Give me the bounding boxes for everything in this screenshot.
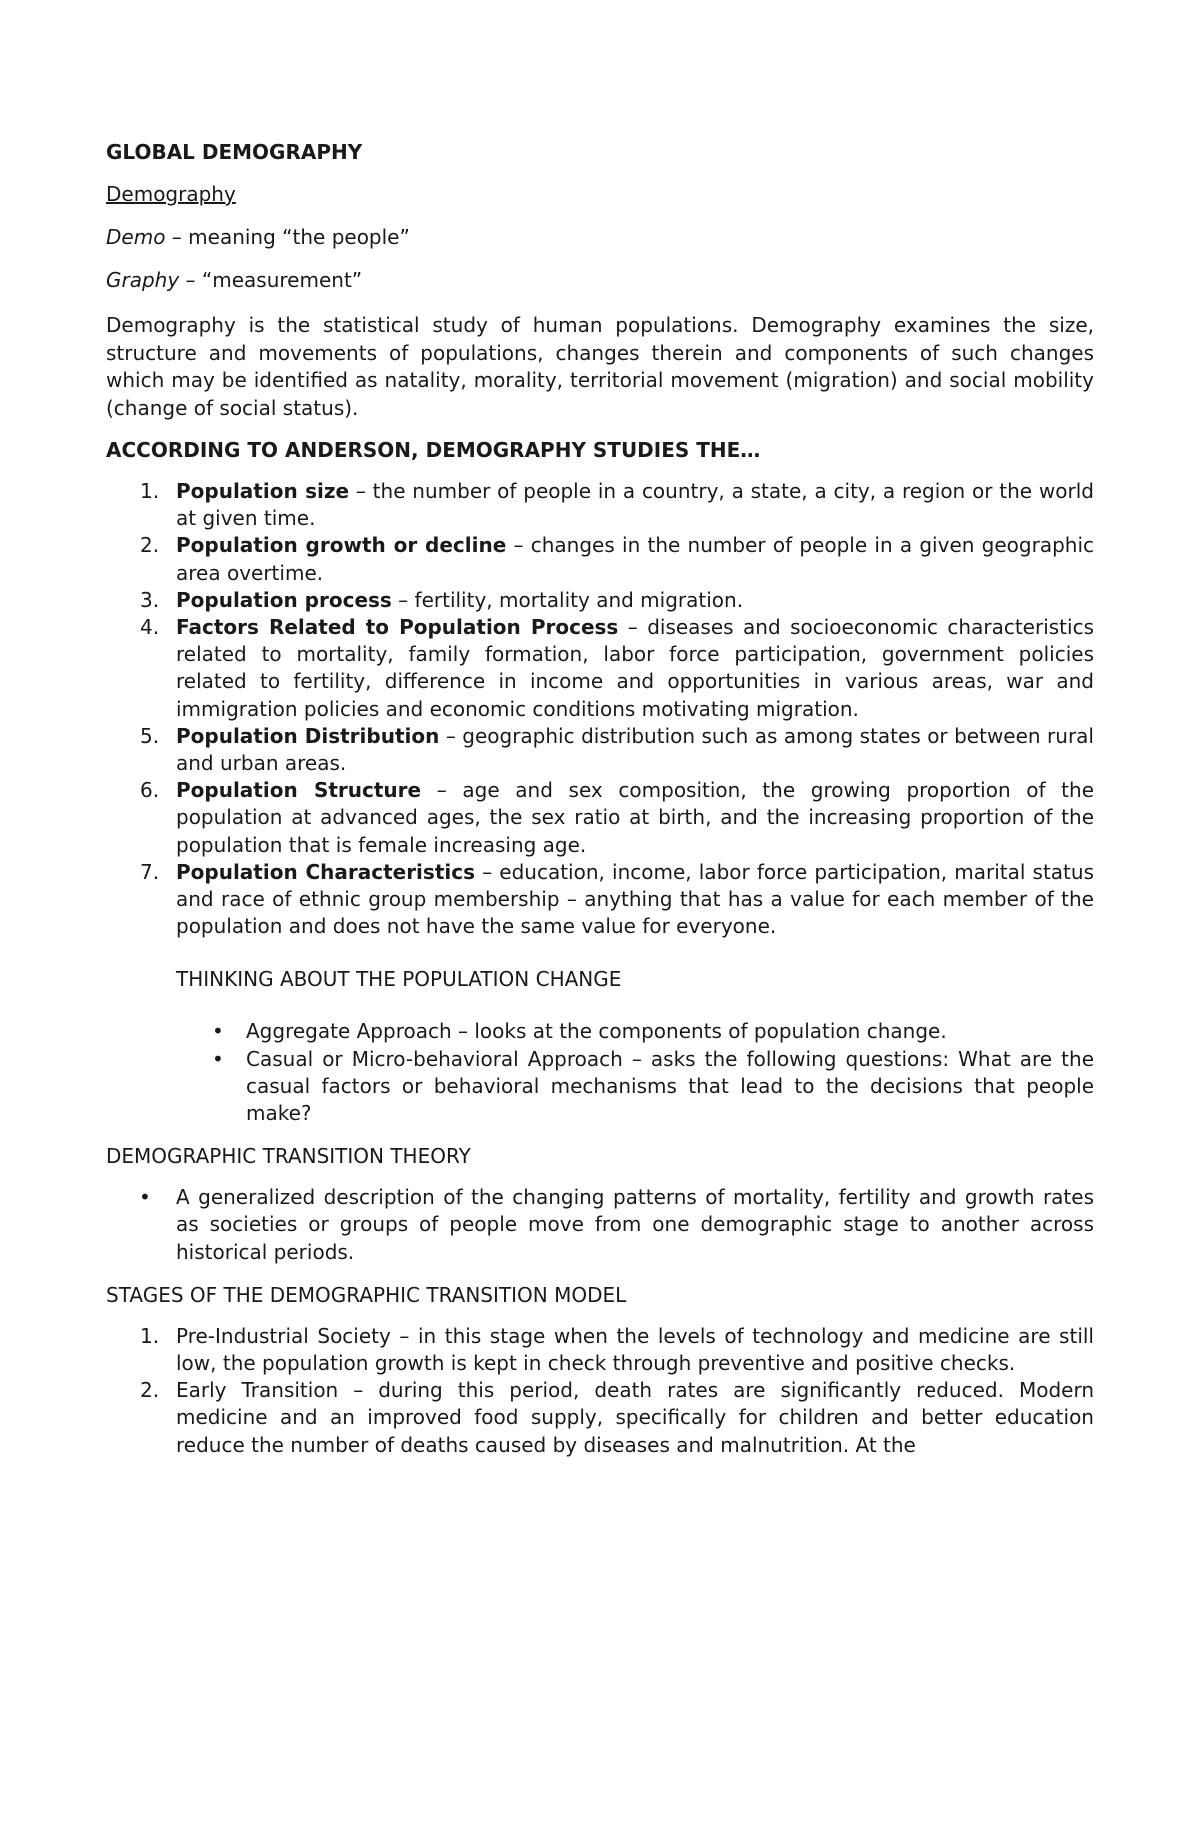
list-item (106, 1323, 1094, 1377)
list-item (106, 1184, 1094, 1266)
list-item (106, 1046, 1094, 1128)
document-subtitle: Demography (106, 182, 236, 206)
list-item (106, 614, 1094, 723)
list-number: 2. (140, 533, 160, 558)
definition-graphy-text: – “measurement” (179, 268, 363, 292)
list-item (106, 478, 1094, 532)
document-title: GLOBAL DEMOGRAPHY (106, 140, 363, 164)
dtt-heading: DEMOGRAPHIC TRANSITION THEORY (106, 1144, 471, 1169)
list-item (106, 532, 1094, 586)
list-number: 3. (140, 587, 160, 612)
list-item (106, 723, 1094, 777)
definition-graphy-term: Graphy (106, 268, 180, 292)
list-item (106, 859, 1094, 941)
list-text: – the number of people in a country, a state, a city, a region or the world at given time. (176, 479, 1094, 531)
bullet-icon: • (139, 1185, 151, 1210)
anderson-heading: ACCORDING TO ANDERSON, DEMOGRAPHY STUDIES THE… (106, 438, 761, 462)
stages-heading: STAGES OF THE DEMOGRAPHIC TRANSITION MODEL (106, 1282, 627, 1307)
list-text: Aggregate Approach – looks at the components of population change. (246, 1019, 947, 1044)
definition-demo (106, 226, 1094, 249)
dtt-list (106, 1184, 1094, 1266)
anderson-list (106, 478, 1094, 940)
list-text: A generalized description of the changing patterns of mortality, fertility and growth rates as societies or groups of people move from one demographic stage to another across historical periods. (176, 1185, 1094, 1264)
bullet-icon: • (212, 1019, 224, 1044)
intro-paragraph: Demography is the statistical study of human populations. Demography examines the size, structure and movements of populations, changes therein and components of such changes which may be identified as natality, morality, territorial movement (migration) and social mobility (change of social status). (106, 313, 1094, 420)
thinking-heading: THINKING ABOUT THE POPULATION CHANGE (176, 967, 622, 992)
list-text: – education, income, labor force participation, marital status and race of ethnic group membership – anything that has a value for each member of the population and does not have the same value for everyone. (176, 859, 1094, 939)
list-term: Population Structure (176, 778, 422, 803)
list-item (106, 777, 1094, 859)
stages-list (106, 1323, 1094, 1459)
list-number: 2. (140, 1378, 160, 1403)
list-number: 6. (140, 778, 160, 803)
list-text: – age and sex composition, the growing proportion of the population at advanced ages, the sex ratio at birth, and the increasing proportion of the population that is female increasing age. (176, 778, 1095, 857)
list-number: 1. (140, 1323, 160, 1348)
list-text: – fertility, mortality and migration. (391, 587, 744, 612)
list-term: Population size (176, 479, 350, 503)
list-text: – diseases and socioeconomic characteristics related to mortality, family formation, labor force participation, government policies related to fertility, difference in income and opportunities in various areas, war and immigration policies and economic conditions motivating migration. (176, 615, 1094, 721)
list-text: – geographic distribution such as among states or between rural and urban areas. (176, 723, 1094, 776)
definition-demo-term: Demo (106, 225, 166, 249)
list-term: Population Distribution (176, 723, 440, 748)
list-item (106, 1018, 1094, 1045)
list-text: Pre-Industrial Society – in this stage when the levels of technology and medicine are still low, the population growth is kept in check through preventive and positive checks. (176, 1323, 1094, 1376)
definition-graphy (106, 269, 1094, 292)
list-term: Population Characteristics (176, 859, 475, 884)
thinking-list (106, 1018, 1094, 1127)
list-item (106, 587, 1094, 614)
list-number: 5. (140, 723, 160, 748)
list-term: Factors Related to Population Process (176, 615, 619, 640)
list-number: 4. (140, 615, 160, 640)
bullet-icon: • (212, 1046, 224, 1071)
list-term: Population process (176, 587, 392, 612)
list-text: Early Transition – during this period, death rates are significantly reduced. Modern medicine and an improved food supply, specifically for children and better education reduce the number of deaths caused by diseases and malnutrition. At the (176, 1378, 1094, 1457)
list-term: Population growth or decline (176, 533, 507, 558)
list-number: 1. (140, 479, 160, 503)
definition-demo-text: – meaning “the people” (165, 225, 410, 249)
list-number: 7. (140, 859, 160, 884)
list-text: – changes in the number of people in a given geographic area overtime. (176, 533, 1094, 585)
list-text: Casual or Micro-behavioral Approach – asks the following questions: What are the casual factors or behavioral mechanisms that lead to the decisions that people make? (246, 1046, 1094, 1126)
list-item (106, 1377, 1094, 1459)
